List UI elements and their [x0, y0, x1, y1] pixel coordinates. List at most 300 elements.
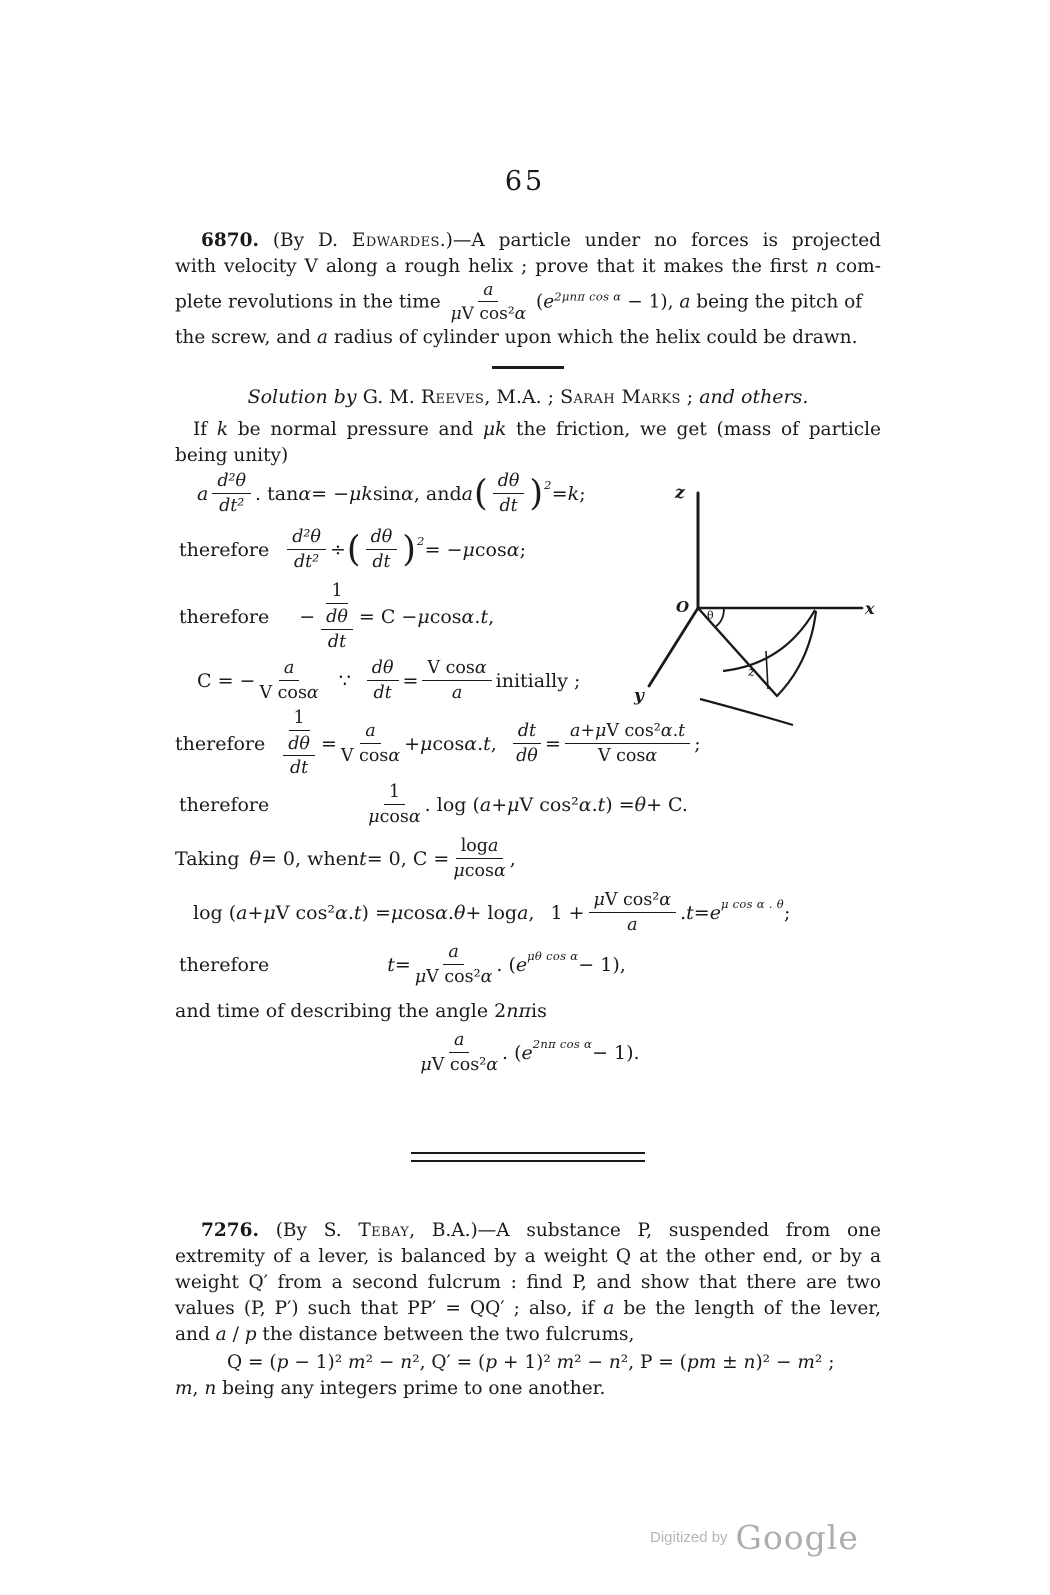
section-divider-rule — [492, 366, 564, 369]
math-variable: dθ — [371, 657, 394, 678]
text-run: , and — [413, 482, 462, 505]
text-run: therefore — [175, 732, 266, 755]
text-run: = 0, when — [260, 848, 360, 871]
z-axis-label: z — [675, 483, 685, 503]
text-run: ; — [680, 385, 700, 408]
math-variable: μ — [507, 794, 520, 817]
math-variable: a — [197, 482, 209, 505]
text-run: Taking — [175, 848, 240, 871]
math-variable: a — [569, 721, 581, 742]
text-run: ² ; — [814, 1352, 835, 1374]
text-run: therefore — [179, 794, 270, 817]
fraction-denominator — [598, 744, 657, 767]
text-run: 1 — [331, 580, 343, 601]
math-variable: a — [215, 1324, 227, 1346]
text-run: cos — [432, 732, 465, 755]
text-line — [175, 325, 881, 351]
math-variable: a — [517, 902, 529, 925]
math-variable: m — [556, 1352, 575, 1374]
text-run: , B.A.)—A substance P, suspended from one — [409, 1220, 881, 1242]
spacer — [240, 859, 250, 860]
math-variable: α — [388, 745, 401, 766]
text-run: . — [474, 606, 481, 629]
text-run: ± — [716, 1352, 744, 1374]
text-run: . — [347, 902, 354, 925]
spacer — [269, 805, 364, 806]
text-run: V cos — [427, 657, 475, 678]
text-run: − 1). — [592, 1042, 640, 1065]
fraction-numerator — [367, 658, 399, 681]
superscript: μ cos α . θ — [720, 897, 784, 912]
arc-z-label: z — [748, 665, 755, 680]
text-run: and time of describing the angle 2 — [175, 1000, 507, 1023]
math-variable: α — [486, 1055, 498, 1076]
text-run: ² − — [365, 1352, 401, 1374]
fraction-denominator — [499, 494, 517, 517]
math-variable: d²θ — [292, 526, 321, 547]
math-variable: a — [451, 682, 463, 703]
text-run: . — [591, 794, 598, 817]
math-variable: dt — [499, 495, 518, 516]
text-line — [175, 1376, 881, 1402]
fraction-numerator — [279, 658, 299, 681]
text-run: . ( — [496, 954, 516, 977]
bold-run: 6870. — [201, 230, 259, 251]
text-run: , — [528, 902, 535, 925]
text-run: − 1), — [578, 954, 626, 977]
problem-6870-paragraph — [175, 228, 881, 351]
math-variable: a — [283, 657, 295, 678]
text-run: V cos² — [426, 967, 481, 988]
fraction-denominator — [281, 731, 317, 781]
fraction — [493, 471, 525, 517]
text-run: . ( — [502, 1042, 522, 1065]
theta-angle-arc — [715, 608, 724, 627]
math-variable: dθ — [326, 606, 348, 627]
math-variable: a — [479, 794, 492, 817]
fraction-numerator — [212, 471, 251, 494]
text-run: If — [193, 418, 217, 440]
math-variable: n — [815, 256, 828, 277]
fraction-numerator — [589, 890, 677, 913]
fraction-denominator — [374, 681, 392, 704]
text-column — [175, 228, 881, 1402]
math-variable: μ — [595, 721, 607, 742]
math-variable: m — [797, 1352, 815, 1374]
right-arc — [777, 611, 816, 696]
google-logo-text: Google — [735, 1518, 859, 1557]
spacer — [323, 680, 339, 681]
equation-row — [179, 782, 881, 828]
equation-row — [193, 890, 881, 936]
math-variable: m — [175, 1378, 193, 1400]
math-variable: pm — [686, 1352, 717, 1374]
fraction — [321, 607, 353, 653]
math-variable: p — [244, 1324, 257, 1346]
fraction-denominator — [420, 1053, 498, 1076]
math-variable: dt² — [293, 551, 320, 572]
math-variable: μ — [263, 902, 276, 925]
fraction — [212, 471, 251, 517]
text-run: . — [447, 902, 454, 925]
text-line — [175, 1270, 881, 1296]
spacer — [265, 743, 277, 744]
math-variable: a — [603, 1298, 615, 1320]
equation-row — [175, 836, 881, 882]
text-run: the friction, we get (mass of particle — [506, 418, 881, 440]
text-line — [175, 1296, 881, 1322]
math-variable: μ — [420, 732, 433, 755]
fraction — [319, 581, 355, 654]
text-run: . tan — [255, 482, 299, 505]
smallcaps-name: Sarah Marks — [560, 385, 681, 408]
text-run: / — [226, 1324, 245, 1346]
fraction-numerator — [287, 527, 326, 550]
text-run: therefore — [179, 538, 270, 561]
text-run: sin — [372, 482, 401, 505]
fraction-denominator — [451, 302, 527, 324]
math-variable: t — [678, 721, 686, 742]
spacer — [269, 549, 283, 550]
y-axis-line — [649, 608, 698, 686]
fraction-denominator — [319, 604, 355, 654]
text-run: V cos² — [519, 794, 579, 817]
math-variable: a — [627, 915, 638, 936]
math-variable: μk — [349, 482, 373, 505]
math-variable: α — [306, 682, 319, 703]
math-variable: μ — [450, 304, 462, 325]
text-run: ; — [519, 538, 526, 561]
text-run: + — [404, 732, 421, 755]
text-run: log ( — [193, 902, 237, 925]
fraction — [283, 734, 315, 780]
theta-label: θ — [707, 609, 714, 622]
math-variable: dt — [373, 682, 392, 703]
math-variable: α — [298, 482, 312, 505]
math-variable: t — [387, 954, 395, 977]
math-variable: μ — [453, 861, 465, 882]
equation-row — [175, 996, 881, 1026]
text-run: = — [693, 902, 710, 925]
fraction — [420, 1030, 498, 1076]
smallcaps-name: Edwardes — [351, 230, 440, 251]
spacer — [269, 617, 299, 618]
text-run: the distance between the two fulcrums, — [256, 1324, 635, 1346]
text-run: being unity) — [175, 444, 289, 466]
big-paren: ( — [473, 472, 488, 515]
text-run: . log ( — [424, 794, 480, 817]
math-variable: k — [567, 482, 580, 505]
math-variable: dθ — [370, 526, 393, 547]
fraction-denominator — [452, 681, 462, 704]
text-run: = — [402, 669, 419, 692]
math-variable: m — [348, 1352, 366, 1374]
text-run: ; — [579, 482, 586, 505]
math-variable: e — [515, 954, 528, 977]
text-line — [175, 254, 881, 280]
fraction-denominator — [290, 756, 308, 779]
math-variable: dθ — [288, 733, 310, 754]
math-variable: α — [401, 482, 414, 505]
fraction-numerator — [478, 280, 498, 302]
text-run: cos — [379, 807, 409, 828]
math-variable: n — [743, 1352, 756, 1374]
math-variable: t — [480, 606, 489, 629]
math-variable: α — [474, 657, 487, 678]
superscript: 2 — [417, 533, 425, 548]
fraction-numerator — [493, 471, 525, 494]
math-variable: a — [461, 482, 473, 505]
math-variable: α — [660, 721, 673, 742]
text-run: V cos² — [604, 890, 660, 911]
fraction-denominator — [368, 805, 420, 828]
fraction-denominator — [328, 630, 346, 653]
fraction — [368, 782, 420, 828]
text-run: 1 + — [550, 902, 585, 925]
math-variable: dθ — [516, 745, 538, 766]
text-run: therefore — [179, 954, 270, 977]
text-run: ², P = ( — [620, 1352, 687, 1374]
math-variable: α — [514, 304, 527, 325]
math-variable: n — [608, 1352, 621, 1374]
text-run: extremity of a lever, is balanced by a weight Q at the other end, or by a — [175, 1246, 881, 1268]
text-run: ; — [783, 902, 791, 925]
text-run: cos — [474, 538, 507, 561]
fraction-numerator — [456, 836, 504, 859]
y-axis-label: y — [634, 686, 644, 706]
text-run: values (P, P′) such that PP′ = QQ′ ; also, if — [175, 1298, 604, 1320]
math-variable: α — [645, 745, 658, 766]
math-variable: t — [686, 902, 694, 925]
text-line — [175, 443, 881, 469]
math-variable: n — [204, 1378, 217, 1400]
fraction — [366, 527, 398, 573]
text-run: = — [551, 482, 568, 505]
fraction-numerator — [360, 721, 380, 744]
text-run: . — [680, 902, 687, 925]
math-variable: dt — [290, 758, 309, 779]
text-run: C = − — [197, 669, 256, 692]
text-run: . — [672, 721, 679, 742]
text-run: ) = — [361, 902, 391, 925]
text-line — [175, 1218, 881, 1244]
text-run: = — [545, 732, 561, 755]
text-run: ², Q′ = ( — [412, 1352, 486, 1374]
text-run: ÷ — [329, 538, 346, 561]
fraction-denominator — [341, 744, 400, 767]
superscript: 2 — [544, 477, 552, 492]
fraction-numerator — [366, 527, 398, 550]
text-run: be normal pressure and — [228, 418, 484, 440]
helix-axes-figure — [612, 468, 888, 730]
text-run: G. M. — [362, 385, 421, 408]
smallcaps-name: Reeves — [420, 385, 485, 408]
problem-7276-paragraph — [175, 1218, 881, 1402]
text-run: , — [192, 1378, 205, 1400]
math-variable: dt² — [219, 495, 245, 516]
text-run: log — [460, 836, 488, 857]
math-variable: a — [483, 280, 494, 300]
fraction-numerator — [326, 581, 347, 604]
fraction — [367, 658, 399, 704]
spacer — [497, 743, 509, 744]
text-line — [175, 1244, 881, 1270]
math-variable: α — [334, 902, 348, 925]
spacer — [269, 965, 387, 966]
fraction — [513, 721, 541, 767]
math-variable: d²θ — [217, 470, 247, 491]
text-run: Q = ( — [227, 1352, 277, 1374]
superscript: 2nπ cos α — [532, 1037, 593, 1052]
text-line — [175, 228, 881, 254]
big-paren: ) — [402, 528, 417, 571]
text-run: . — [477, 732, 484, 755]
math-variable: dt — [327, 631, 347, 652]
text-run: (By S. — [258, 1220, 359, 1242]
math-variable: p — [485, 1352, 498, 1374]
text-run: weight Q′ from a second fulcrum : find P, and show that there are two — [175, 1272, 881, 1294]
math-variable: α — [461, 606, 475, 629]
fraction-denominator — [516, 744, 538, 767]
math-variable: α — [408, 807, 421, 828]
superscript: μθ cos α — [527, 949, 579, 964]
text-run: + log — [465, 902, 518, 925]
fraction — [453, 836, 505, 882]
text-run: + — [491, 794, 508, 817]
big-paren: ( — [346, 528, 361, 571]
math-variable: α — [435, 902, 448, 925]
math-variable: dt — [372, 551, 391, 572]
equation-row — [175, 1030, 881, 1076]
text-run: 1 — [388, 782, 401, 803]
math-variable: μ — [462, 538, 475, 561]
text-run: be the length of the lever, — [614, 1298, 881, 1320]
fraction — [341, 721, 400, 767]
smallcaps-name: Tebay — [358, 1220, 410, 1242]
math-variable: α — [506, 538, 520, 561]
text-run: is — [531, 1000, 547, 1023]
text-run: − 1)² — [288, 1352, 349, 1374]
text-run: + 1)² — [497, 1352, 557, 1374]
text-line — [175, 280, 881, 325]
text-run: = − — [311, 482, 350, 505]
text-run: = C − — [358, 606, 418, 629]
footer — [650, 1518, 859, 1557]
spacer — [351, 680, 363, 681]
page-number: 65 — [504, 166, 546, 197]
math-variable: μ — [593, 890, 605, 911]
math-variable: μ — [368, 807, 380, 828]
math-variable: α — [480, 967, 493, 988]
math-variable: θ — [634, 794, 647, 817]
text-run: , M.A. ; — [484, 385, 561, 408]
fraction-numerator — [513, 721, 541, 744]
math-variable: μk — [483, 418, 507, 440]
math-variable: dθ — [497, 470, 520, 491]
math-variable: μ — [420, 1055, 432, 1076]
text-run: V cos² — [431, 1055, 487, 1076]
math-variable: μ — [414, 967, 427, 988]
math-variable: a — [448, 942, 459, 963]
math-variable: n — [400, 1352, 413, 1374]
fraction-denominator — [627, 913, 637, 936]
text-line — [227, 1350, 881, 1376]
fraction — [422, 658, 491, 704]
text-run: being the pitch of — [690, 291, 863, 313]
text-run: V cos — [597, 745, 646, 766]
text-run: )² − — [755, 1352, 798, 1374]
text-run: ( — [530, 291, 544, 313]
math-variable: a — [487, 836, 499, 857]
text-run: = − — [424, 538, 463, 561]
text-run: , — [488, 606, 495, 629]
math-variable: α — [464, 732, 478, 755]
origin-label: O — [676, 598, 690, 616]
fraction — [259, 658, 318, 704]
double-rule-divider — [411, 1152, 645, 1162]
math-variable: a — [679, 291, 691, 313]
math-variable: e — [709, 902, 721, 925]
text-run: therefore — [179, 606, 270, 629]
fraction-numerator — [422, 658, 491, 681]
fraction-numerator — [289, 708, 310, 731]
text-run: ; — [694, 732, 701, 755]
text-run: ∵ — [338, 669, 351, 692]
text-run: = — [394, 954, 411, 977]
text-run: ² − — [574, 1352, 609, 1374]
fraction — [451, 280, 527, 325]
text-run: V cos² — [461, 304, 515, 325]
text-run: cos — [464, 861, 494, 882]
spacer — [534, 913, 550, 914]
math-variable: t — [353, 902, 362, 925]
fraction-numerator — [443, 942, 463, 965]
math-variable: e — [543, 291, 555, 313]
math-variable: μ — [390, 902, 404, 925]
text-run: − — [299, 606, 316, 629]
math-variable: α — [659, 890, 672, 911]
math-variable: a — [365, 721, 376, 742]
text-run: − 1), — [621, 291, 680, 313]
bold-run: 7276. — [201, 1220, 259, 1242]
text-run: with velocity V along a rough helix ; prove that it makes the first — [175, 256, 816, 277]
fraction-denominator — [219, 494, 244, 517]
text-run: being any integers prime to one another. — [216, 1378, 606, 1400]
fraction — [415, 942, 493, 988]
text-run: initially ; — [495, 669, 581, 692]
math-variable: dt — [517, 721, 537, 742]
math-variable: k — [216, 418, 229, 440]
text-line — [175, 1322, 881, 1348]
text-run: + — [247, 902, 264, 925]
text-run: V cos — [340, 745, 389, 766]
math-variable: and others. — [699, 385, 809, 408]
math-variable: t — [483, 732, 491, 755]
text-run: (By D. — [258, 230, 352, 251]
text-run: plete revolutions in the time — [175, 291, 447, 313]
math-variable: t — [359, 848, 367, 871]
x-axis-label: x — [865, 599, 875, 618]
text-run: cos — [403, 902, 436, 925]
math-variable: a — [236, 902, 248, 925]
math-variable: a — [316, 326, 328, 348]
text-run: = — [320, 732, 337, 755]
text-run: com- — [827, 256, 881, 277]
fraction — [287, 527, 326, 573]
text-run: , — [509, 848, 516, 871]
math-variable: t — [597, 794, 606, 817]
text-run: V cos² — [606, 721, 661, 742]
